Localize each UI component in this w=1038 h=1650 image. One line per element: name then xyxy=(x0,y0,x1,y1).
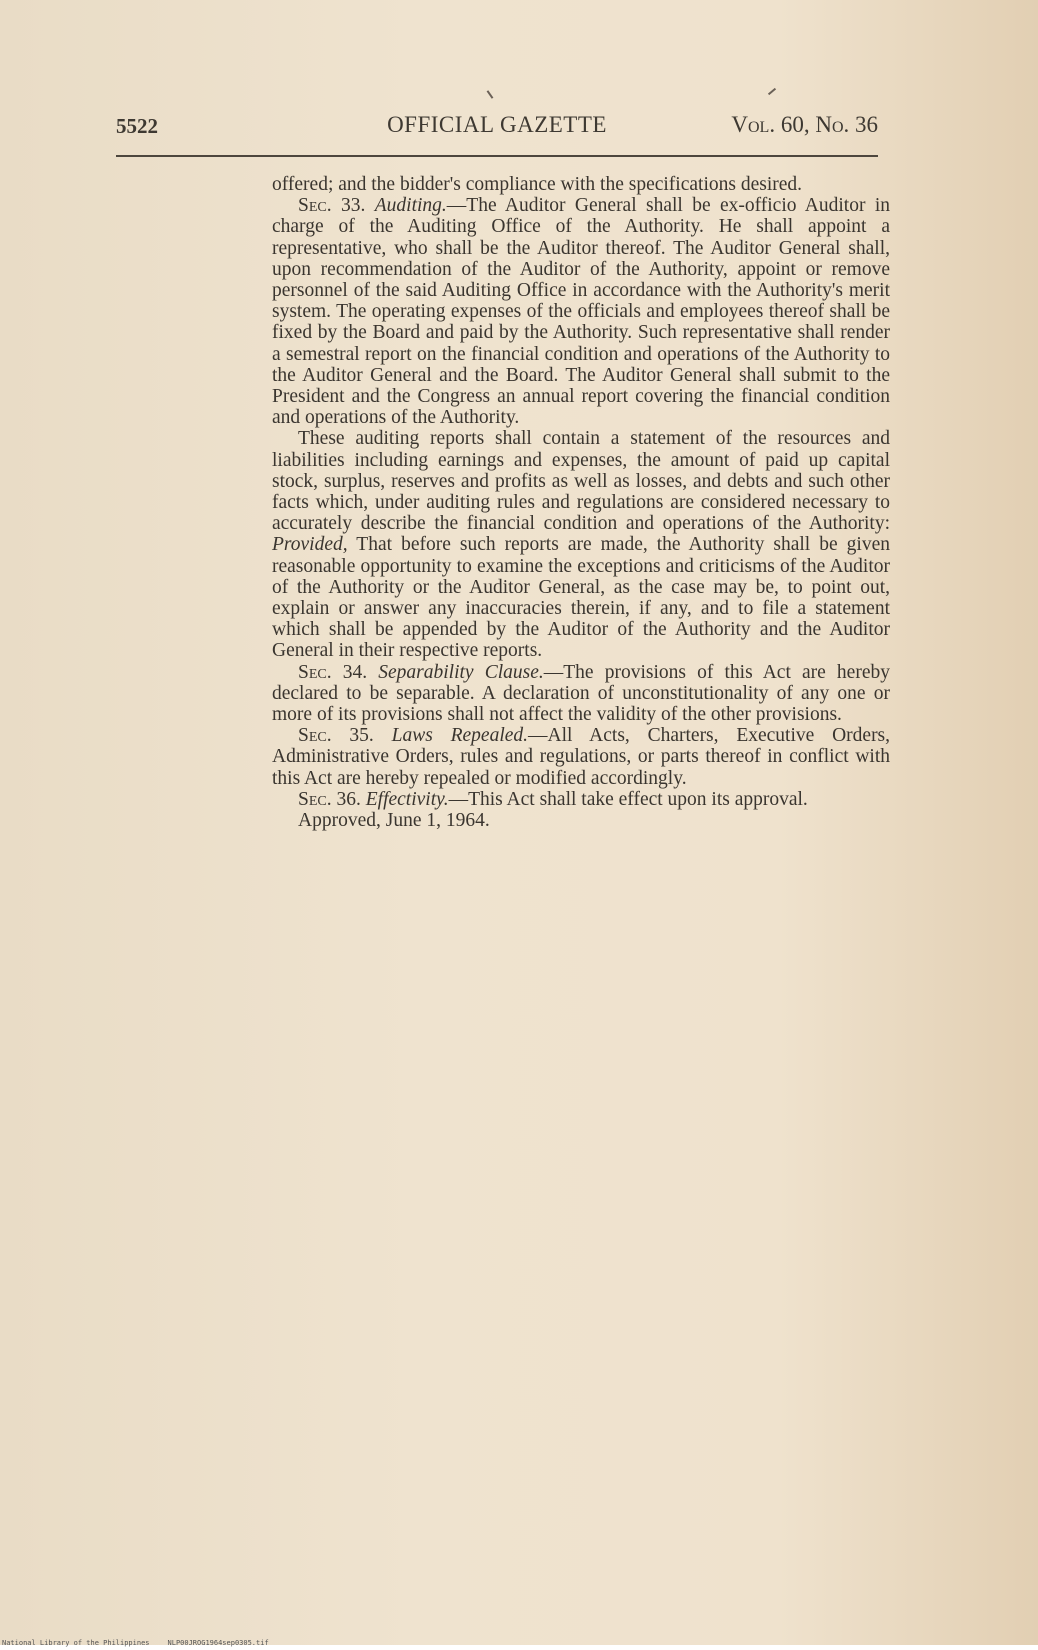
paragraph-text: These auditing reports shall contain a statement of the resources and liabilities including earnings and expenses, the amount of paid up capital stock, surplus, reserves and profits as well as losses, and debts and such other facts which, under auditing rules and regulations are considered necessary to accurately describe the financial condition and operations of the Authority: xyxy=(272,428,890,535)
section-text: —The Auditor General shall be ex-officio Auditor in charge of the Auditing Office of the Authority. He shall appoint a representative, who shall be the Auditor thereof. The Auditor General shall, upon recommendation of the Auditor of the Authority, appoint or remove personnel of the said Auditing Office in accordance with the Authority's merit system. The operating expenses of the officials and employees thereof shall be fixed by the Board and paid by the Authority. Such representative shall render a semestral report on the financial condition and operations of the Authority to the Auditor General and the Board. The Auditor General shall submit to the President and the Congress an annual report covering the financial condition and operations of the Authority. xyxy=(272,195,890,429)
continuation-paragraph: offered; and the bidder's compliance with the specifications desired. xyxy=(272,174,803,195)
paragraph-text: That before such reports are made, the Authority shall be given reasonable opportunity to examine the exceptions and criticisms of the Auditor of the Authority or the Auditor General, as the case may be, to point out, explain or answer any inaccuracies therein, if any, and to file a statement which shall be appended by the Auditor of the Authority and the Auditor General in their respective reports. xyxy=(272,534,890,662)
section-33 xyxy=(272,195,890,428)
page-number: 5522 xyxy=(116,114,158,138)
page-header xyxy=(116,112,878,144)
auditing-reports-paragraph xyxy=(272,428,890,661)
section-text: —The provisions of this Act are hereby declared to be separable. A declaration of unconstitutionality of any one or more of its provisions shall not affect the validity of the other provisions. xyxy=(272,661,890,726)
approval-date: Approved, June 1, 1964. xyxy=(298,810,490,832)
proviso-word: Provided, xyxy=(272,534,348,556)
section-heading: Auditing. xyxy=(374,195,447,217)
scan-footer xyxy=(2,1639,269,1647)
section-heading: Effectivity. xyxy=(365,788,449,810)
body-text xyxy=(272,174,890,831)
gazette-title: OFFICIAL GAZETTE xyxy=(387,112,607,137)
scan-mark xyxy=(768,88,776,95)
header-rule xyxy=(116,155,878,157)
section-number: Sec. 33. xyxy=(298,195,366,217)
library-credit: National Library of the Philippines xyxy=(2,1639,150,1647)
section-36 xyxy=(272,789,890,810)
section-number: Sec. 36. xyxy=(298,788,361,810)
section-text: —This Act shall take effect upon its approval. xyxy=(448,788,808,810)
section-number: Sec. 35. xyxy=(298,725,374,747)
section-35 xyxy=(272,725,890,789)
section-heading: Laws Repealed. xyxy=(391,725,529,747)
section-number: Sec. 34. xyxy=(298,661,368,683)
file-name: NLP00JROG1964sep0305.tif xyxy=(167,1639,269,1647)
section-34 xyxy=(272,662,890,726)
section-text: —All Acts, Charters, Executive Orders, Administrative Orders, rules and regulations, or parts thereof in conflict with this Act are hereby repealed or modified accordingly. xyxy=(272,725,891,789)
section-heading: Separability Clause. xyxy=(378,661,544,683)
scan-mark xyxy=(487,90,494,99)
volume-issue: Vol. 60, No. 36 xyxy=(731,112,878,137)
